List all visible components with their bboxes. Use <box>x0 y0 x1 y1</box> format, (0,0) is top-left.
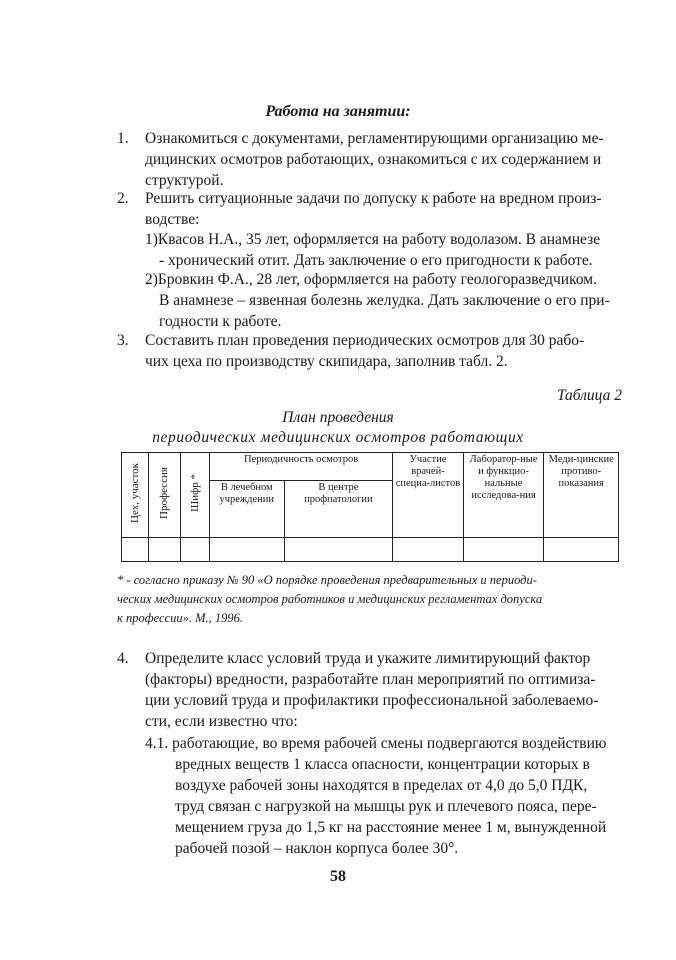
header-code: Шифр * <box>181 453 210 538</box>
list-item-2 <box>117 188 627 230</box>
task-1 <box>145 229 625 271</box>
list-item-text: водстве: <box>145 211 200 228</box>
list-item-1 <box>117 128 627 191</box>
header-lab: Лаборатор-ные и функцио-нальные исследова-ния <box>463 453 544 538</box>
list-item-text: (факторы) вредности, разработайте план мероприятий по оптимиза- <box>145 671 596 688</box>
list-item-text: Составить план проведения периодических осмотров для 30 рабо- <box>145 332 585 349</box>
footnote: * - согласно приказу № 90 «О порядке проведения предварительных и периоди- ческих медицинских осмотров работников и медицинских регламентах допуска к профессии». М., 1996. <box>117 573 543 625</box>
list-item-text: чих цеха по производству скипидара, заполнив табл. 2. <box>145 353 508 370</box>
list-item-text: ции условий труда и профилактики профессиональной заболеваемо- <box>145 692 599 709</box>
list-item-text: дицинских осмотров работающих, ознакомиться с их содержанием и <box>145 151 602 168</box>
section-heading: Работа на занятии: <box>265 103 411 120</box>
header-periodicity: Периодичность осмотров <box>209 453 392 481</box>
header-profession: Профессия <box>148 453 180 538</box>
subitem-4-1: 4.1. работающие, во время рабочей смены подвергаются воздействию вредных веществ 1 класса опасности, концентрации которых в воздухе рабочей зоны находятся в пределах от 4,0 до 5,0 ПДК, труд связан с нагрузкой на мышцы рук и плечевого пояса, пере- мещением груза до 1,5 кг на расстояние менее 1 м, вынужденной рабочей позой – наклон корпуса более 30°. <box>145 735 607 857</box>
list-item-number: 3. <box>117 332 129 349</box>
list-item-4 <box>117 648 627 732</box>
header-shop: Цех, участок <box>122 453 149 538</box>
task-text: В анамнезе – язвенная болезнь желудка. Дать заключение о его при- <box>159 292 610 309</box>
list-item-number: 2. <box>117 190 129 207</box>
table-row <box>122 538 619 562</box>
list-item-text: Решить ситуационные задачи по допуску к работе на вредном произ- <box>145 190 602 207</box>
header-in-center: В центре профпатологии <box>284 481 393 538</box>
exam-plan-table <box>121 452 619 562</box>
list-item-number: 1. <box>117 130 129 147</box>
header-contraindications: Меди-цинские противо-показания <box>544 453 619 538</box>
table-title-line1: План проведения <box>282 409 394 426</box>
list-item-text: Определите класс условий труда и укажите лимитирующий фактор <box>145 650 591 667</box>
header-in-facility: В лечебном учреждении <box>209 481 284 538</box>
list-item-3 <box>117 330 627 372</box>
task-text: 2)Бровкин Ф.А., 28 лет, оформляется на работу геологоразведчиком. <box>145 271 597 288</box>
list-item-text: структурой. <box>145 172 224 189</box>
task-2 <box>145 269 625 332</box>
table-number: Таблица 2 <box>556 387 622 404</box>
list-item-number: 4. <box>117 650 129 667</box>
task-text: 1)Квасов Н.А., 35 лет, оформляется на работу водолазом. В анамнезе <box>145 231 601 248</box>
table-title-line2: периодических медицинских осмотров работающих <box>152 429 524 446</box>
header-doctors: Участие врачей-специа-листов <box>393 453 463 538</box>
task-text: - хронический отит. Дать заключение о его пригодности к работе. <box>159 252 593 269</box>
page-number: 58 <box>330 868 346 885</box>
task-text: годности к работе. <box>159 313 282 330</box>
list-item-text: Ознакомиться с документами, регламентирующими организацию ме- <box>145 130 604 147</box>
list-item-text: сти, если известно что: <box>145 713 298 730</box>
